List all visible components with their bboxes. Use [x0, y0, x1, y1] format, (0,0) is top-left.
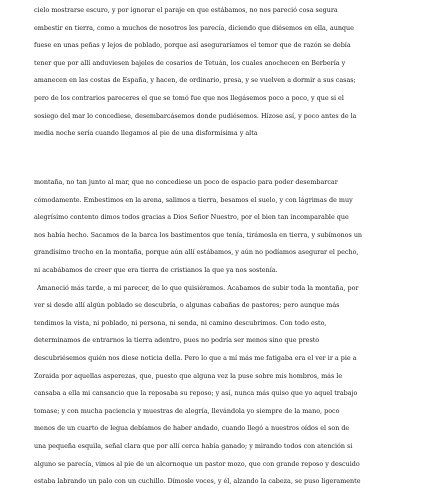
text-line: descubriésemos quién nos diese noticia della. Pero lo que a mí más me fatigaba era el ver ir a pie a — [34, 353, 357, 362]
text-line: tendimos la vista, ni poblado, ni persona, ni senda, ni camino descubrimos. Con todo esto, — [34, 318, 327, 327]
text-line: sosiego del mar lo concediese, desembarcásemos donde pudiésemos. Hízose así, y poco antes de la — [34, 111, 357, 120]
text-line: pero de los contrarios pareceres el que se tomó fue que nos llegásemos poco a poco, y que si el — [34, 93, 344, 102]
text-line: Amaneció más tarde, a mi parecer, de lo que quisiéramos. Acabamos de subir toda la montaña, por — [37, 283, 359, 292]
text-line: media noche sería cuando llegamos al pie de una disformísima y alta — [34, 129, 258, 138]
text-line: alegrísimo contento dimos todos gracias a Dios Señor Nuestro, por el bien tan incomparable que — [34, 213, 349, 222]
text-block-bottom — [34, 174, 410, 491]
text-line: cielo mostrarse escuro, y por ignorar el paraje en que estábamos, no nos pareció cosa segura — [34, 6, 338, 14]
text-line: grandísimo trecho en la montaña, porque aún allí estábamos, y aún no podíamos asegurar el pecho, — [34, 248, 359, 257]
text-line: ni acabábamos de creer que era tierra de cristianos la que ya nos sostenía. — [34, 265, 278, 274]
text-line: una pequeña esquila, señal clara que por allí cerca había ganado; y mirando todos con atención si — [34, 441, 353, 450]
text-line: determinamos de entrarnos la tierra adentro, pues no podría ser menos sino que presto — [34, 336, 320, 345]
text-line: menos de un cuarto de legua debíamos de haber andado, cuando llegó a nuestros oídos el son de — [34, 424, 350, 433]
text-line: amanecen en las costas de España, y hacen, de ordinario, presa, y se vuelven a dormir a sus casas; — [34, 76, 356, 85]
text-line: fuese en unas peñas y lejos de poblado, porque así aseguraríamos el temor que de razón se debía — [34, 41, 351, 50]
text-line: ver si desde allí algún poblado se descubría, o algunas cabañas de pastores; pero aunque más — [34, 301, 340, 310]
text-block-top — [34, 2, 410, 143]
text-line: alguno se parecía, vimos al pie de un alcornoque un pastor mozo, que con grande reposo y descuido — [34, 459, 360, 468]
text-line: Zoraida por aquellas asperezas, que, puesto que alguna vez la puse sobre mis hombros, más le — [34, 371, 343, 380]
text-line: estaba labrando un palo con un cuchillo. Dímosle voces, y él, alzando la cabeza, se puso ligeramente — [34, 477, 361, 486]
text-line: tener que por allí anduviesen bajeles de cosarios de Tetuán, los cuales anochecen en Berbería y — [34, 58, 346, 67]
text-line: tomase; y con mucha paciencia y muestras de alegría, llevándola yo siempre de la mano, poco — [34, 406, 340, 415]
text-line: cansaba a ella mi cansancio que la reposaba su reposo; y así, nunca más quiso que yo aquel trabajo — [34, 389, 358, 398]
text-line: cómodamente. Embestimos en la arena, salimos a tierra, besamos el suelo, y con lágrimas de muy — [34, 195, 353, 204]
text-line: montaña, no tan junto al mar, que no concediese un poco de espacio para poder desembarcar — [34, 178, 338, 186]
text-line: nos había hecho. Sacamos de la barca los bastimentos que tenía, tirámosla en tierra, y subímonos un — [34, 230, 363, 239]
text-line: embestir en tierra, como a muchos de nosotros les parecía, diciendo que diésemos en ella, aunque — [34, 23, 354, 32]
